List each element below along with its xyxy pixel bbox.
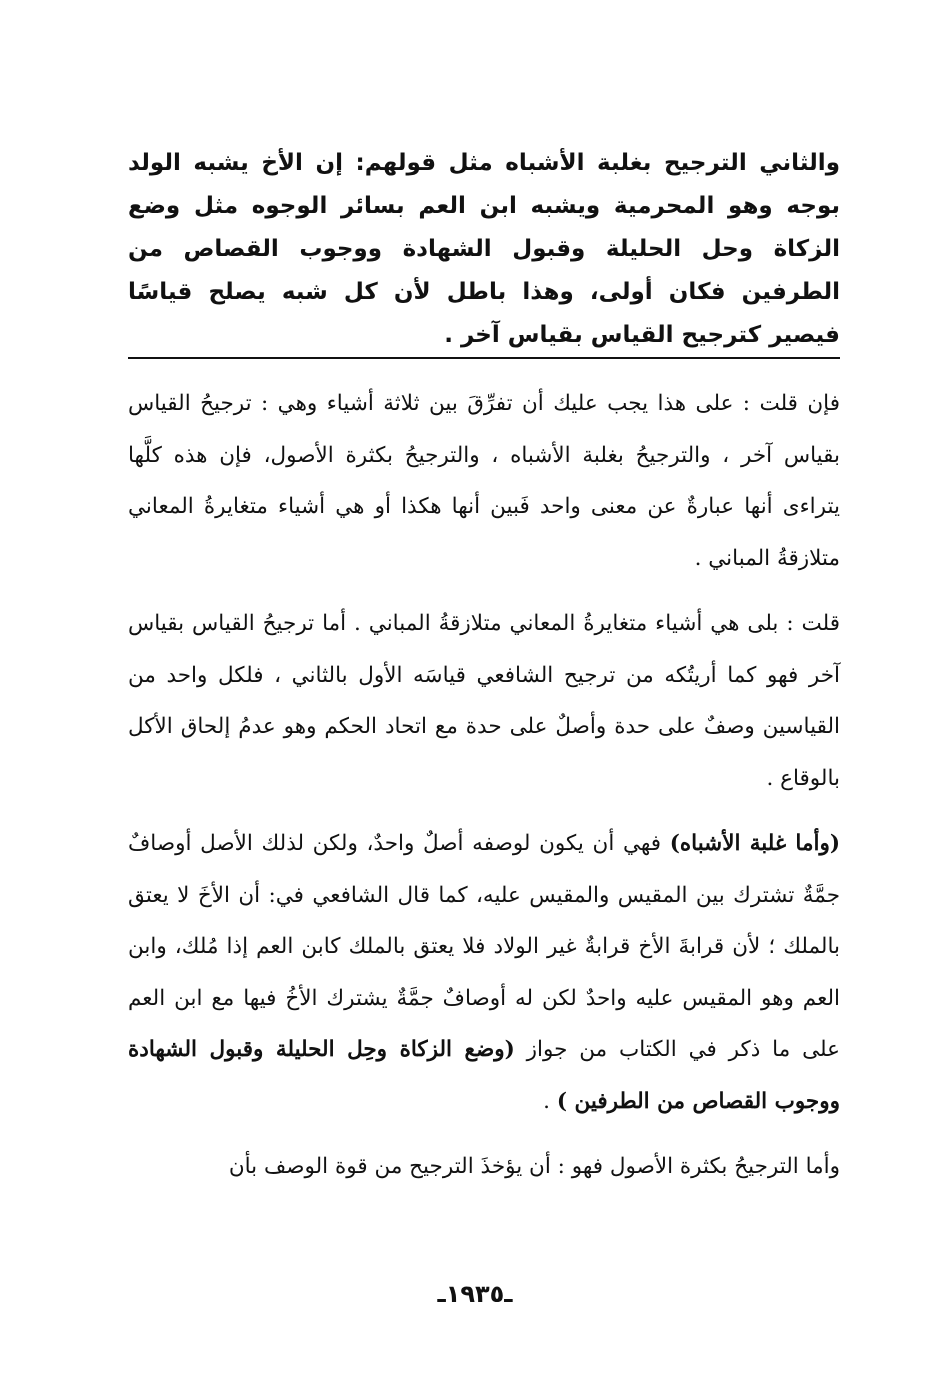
paragraph-3-body: فهي أن يكون لوصفه أصلٌ واحدٌ، ولكن لذلك الأصل أوصافٌ جمَّةٌ تشترك بين المقيس والمقيس عليه، كما قال الشافعي في: أن الأخَ لا يعتق بالملك ؛ لأن قرابةَ الأخ قرابةٌ غير الولاد فلا يعتق بالملك كابن العم إذا مُلك، وابن العم وهو المقيس عليه واحدٌ لكن له أوصافٌ جمَّةٌ يشترك الأخُ فيها مع ابن العم على ما ذكر في الكتاب من جواز	[128, 831, 840, 1062]
commentary-paragraph-4: وأما الترجيحُ بكثرة الأصول فهو : أن يؤخذَ الترجيح من قوة الوصف بأن	[228, 1154, 840, 1179]
page-number: ـ١٩٣٥ـ	[437, 1280, 513, 1308]
quoted-heading: (وأما غلبة الأشباه)	[669, 831, 840, 856]
main-text: والثاني الترجيح بغلبة الأشباه مثل قولهم: إن الأخ يشبه الولد بوجه وهو المحرمية ويشبه ابن العم بسائر الوجوه مثل وضع الزكاة وحل الحليلة وقبول الشهادة ووجوب القصاص من الطرفين فكان أولى، وهذا باطل لأن كل شبه يصلح قياسًا فيصير كترجيح القياس بقياس آخر .	[128, 150, 840, 348]
quoted-text: (وضع الزكاة وحِل الحليلة وقبول الشهادة ووجوب القصاص من الطرفين )	[128, 1037, 840, 1114]
commentary-text	[128, 378, 840, 1193]
commentary-paragraph-3	[128, 818, 840, 1127]
commentary-paragraph-1: فإن قلت : على هذا يجب عليك أن تفرِّقَ بين ثلاثة أشياء وهي : ترجيحُ القياس بقياس آخر ، والترجيحُ بغلبة الأشباه ، والترجيحُ بكثرة الأصول، فإن هذه كلَّها يتراءى أنها عبارةٌ عن معنى واحد فَبين أنها هكذا أو هي أشياء متغايرةُ المعاني متلازقةُ المباني .	[128, 391, 840, 571]
paragraph-3-end: .	[543, 1088, 557, 1114]
commentary-paragraph-2: قلت : بلى هي أشياء متغايرةُ المعاني متلازقةُ المباني . أما ترجيحُ القياس بقياس آخر فهو كما أريتُكه من ترجيح الشافعي قياسَه الأول بالثاني ، فلكل واحد من القياسين وصفٌ على حدة وأصلٌ على حدة مع اتحاد الحكم وهو عدمُ إلحاق الأكل بالوقاع .	[128, 611, 840, 791]
footnote-separator	[128, 357, 840, 359]
